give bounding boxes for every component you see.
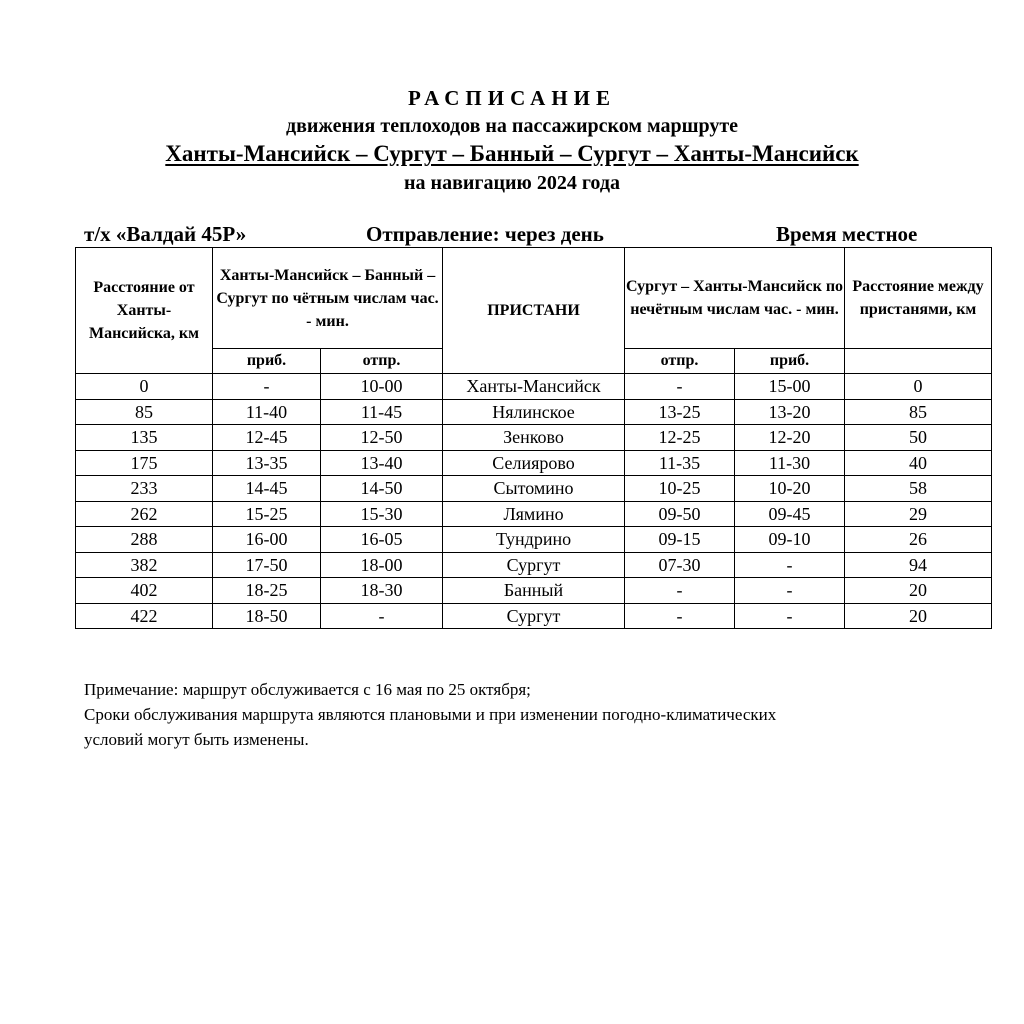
departure-frequency: Отправление: через день [366, 222, 604, 246]
cell-backward-arrival: 09-45 [735, 501, 845, 527]
cell-backward-departure: 09-50 [625, 501, 735, 527]
cell-pier: Тундрино [443, 527, 625, 553]
cell-pier: Лямино [443, 501, 625, 527]
cell-backward-arrival: - [735, 552, 845, 578]
cell-forward-arrival: 16-00 [213, 527, 321, 553]
cell-forward-departure: 18-00 [321, 552, 443, 578]
header-forward-direction: Ханты-Мансийск – Банный – Сургут по чётным числам час. - мин. [213, 248, 443, 349]
cell-distance-between: 26 [845, 527, 992, 553]
route-name: Ханты-Мансийск – Сургут – Банный – Сургут – Ханты-Мансийск [165, 141, 859, 166]
table-row [76, 476, 992, 502]
header-distance-between: Расстояние между пристанями, км [845, 248, 992, 349]
header-forward-departure: отпр. [321, 349, 443, 374]
note-line: условий могут быть изменены. [84, 730, 309, 749]
cell-forward-departure: 13-40 [321, 450, 443, 476]
cell-distance-between: 50 [845, 425, 992, 451]
cell-forward-departure: 11-45 [321, 399, 443, 425]
table-row [76, 399, 992, 425]
cell-backward-departure: - [625, 603, 735, 629]
cell-pier: Сургут [443, 552, 625, 578]
table-row [76, 603, 992, 629]
cell-forward-departure: 14-50 [321, 476, 443, 502]
cell-forward-arrival: 13-35 [213, 450, 321, 476]
cell-distance-between: 58 [845, 476, 992, 502]
time-zone-note: Время местное [776, 222, 918, 246]
header-forward-arrival: приб. [213, 349, 321, 374]
cell-distance-between: 20 [845, 603, 992, 629]
cell-distance: 175 [76, 450, 213, 476]
cell-distance: 233 [76, 476, 213, 502]
note-line: Сроки обслуживания маршрута являются плановыми и при изменении погодно-климатических [84, 705, 777, 724]
cell-distance-between: 29 [845, 501, 992, 527]
cell-distance: 0 [76, 374, 213, 400]
notes-section [84, 677, 964, 752]
cell-distance: 422 [76, 603, 213, 629]
cell-pier: Сытомино [443, 476, 625, 502]
cell-backward-arrival: - [735, 578, 845, 604]
cell-distance-between: 0 [845, 374, 992, 400]
cell-backward-arrival: 13-20 [735, 399, 845, 425]
note-line: Примечание: маршрут обслуживается с 16 мая по 25 октября; [84, 680, 531, 699]
table-row [76, 450, 992, 476]
header-backward-direction: Сургут – Ханты-Мансийск по нечётным числам час. - мин. [625, 248, 845, 349]
vessel-name: т/х «Валдай 45Р» [84, 222, 247, 246]
info-bar [84, 221, 944, 247]
cell-backward-departure: - [625, 578, 735, 604]
cell-pier: Ханты-Мансийск [443, 374, 625, 400]
header-blank-cell [845, 349, 992, 374]
cell-distance: 382 [76, 552, 213, 578]
cell-forward-arrival: 17-50 [213, 552, 321, 578]
table-row [76, 578, 992, 604]
cell-distance-between: 40 [845, 450, 992, 476]
cell-backward-arrival: 09-10 [735, 527, 845, 553]
cell-forward-arrival: - [213, 374, 321, 400]
cell-forward-arrival: 12-45 [213, 425, 321, 451]
cell-pier: Селиярово [443, 450, 625, 476]
table-row [76, 501, 992, 527]
cell-forward-arrival: 15-25 [213, 501, 321, 527]
navigation-season: на навигацию 2024 года [404, 172, 620, 194]
table-row [76, 425, 992, 451]
cell-backward-arrival: 11-30 [735, 450, 845, 476]
cell-distance: 85 [76, 399, 213, 425]
cell-backward-departure: 10-25 [625, 476, 735, 502]
cell-backward-departure: 11-35 [625, 450, 735, 476]
cell-forward-arrival: 18-50 [213, 603, 321, 629]
table-row [76, 527, 992, 553]
cell-forward-departure: 18-30 [321, 578, 443, 604]
cell-forward-arrival: 14-45 [213, 476, 321, 502]
cell-forward-departure: 12-50 [321, 425, 443, 451]
header-distance-from-start: Расстояние от Ханты-Мансийска, км [76, 248, 213, 374]
cell-backward-departure: 12-25 [625, 425, 735, 451]
cell-backward-departure: - [625, 374, 735, 400]
cell-pier: Банный [443, 578, 625, 604]
header-piers: ПРИСТАНИ [443, 248, 625, 374]
cell-forward-departure: 10-00 [321, 374, 443, 400]
cell-distance: 262 [76, 501, 213, 527]
cell-backward-departure: 09-15 [625, 527, 735, 553]
table-row [76, 552, 992, 578]
header-backward-departure: отпр. [625, 349, 735, 374]
cell-pier: Сургут [443, 603, 625, 629]
schedule-table [75, 247, 992, 629]
cell-distance: 288 [76, 527, 213, 553]
cell-backward-departure: 13-25 [625, 399, 735, 425]
document-title: РАСПИСАНИЕ [407, 86, 617, 110]
cell-backward-arrival: 10-20 [735, 476, 845, 502]
cell-distance-between: 85 [845, 399, 992, 425]
cell-forward-departure: 16-05 [321, 527, 443, 553]
cell-forward-arrival: 18-25 [213, 578, 321, 604]
cell-backward-arrival: - [735, 603, 845, 629]
cell-distance-between: 20 [845, 578, 992, 604]
cell-distance-between: 94 [845, 552, 992, 578]
cell-forward-arrival: 11-40 [213, 399, 321, 425]
cell-backward-departure: 07-30 [625, 552, 735, 578]
cell-distance: 402 [76, 578, 213, 604]
cell-backward-arrival: 15-00 [735, 374, 845, 400]
cell-pier: Нялинское [443, 399, 625, 425]
cell-distance: 135 [76, 425, 213, 451]
header-backward-arrival: приб. [735, 349, 845, 374]
cell-backward-arrival: 12-20 [735, 425, 845, 451]
document-subtitle: движения теплоходов на пассажирском маршруте [285, 115, 739, 137]
cell-forward-departure: 15-30 [321, 501, 443, 527]
table-row [76, 374, 992, 400]
cell-pier: Зенково [443, 425, 625, 451]
cell-forward-departure: - [321, 603, 443, 629]
